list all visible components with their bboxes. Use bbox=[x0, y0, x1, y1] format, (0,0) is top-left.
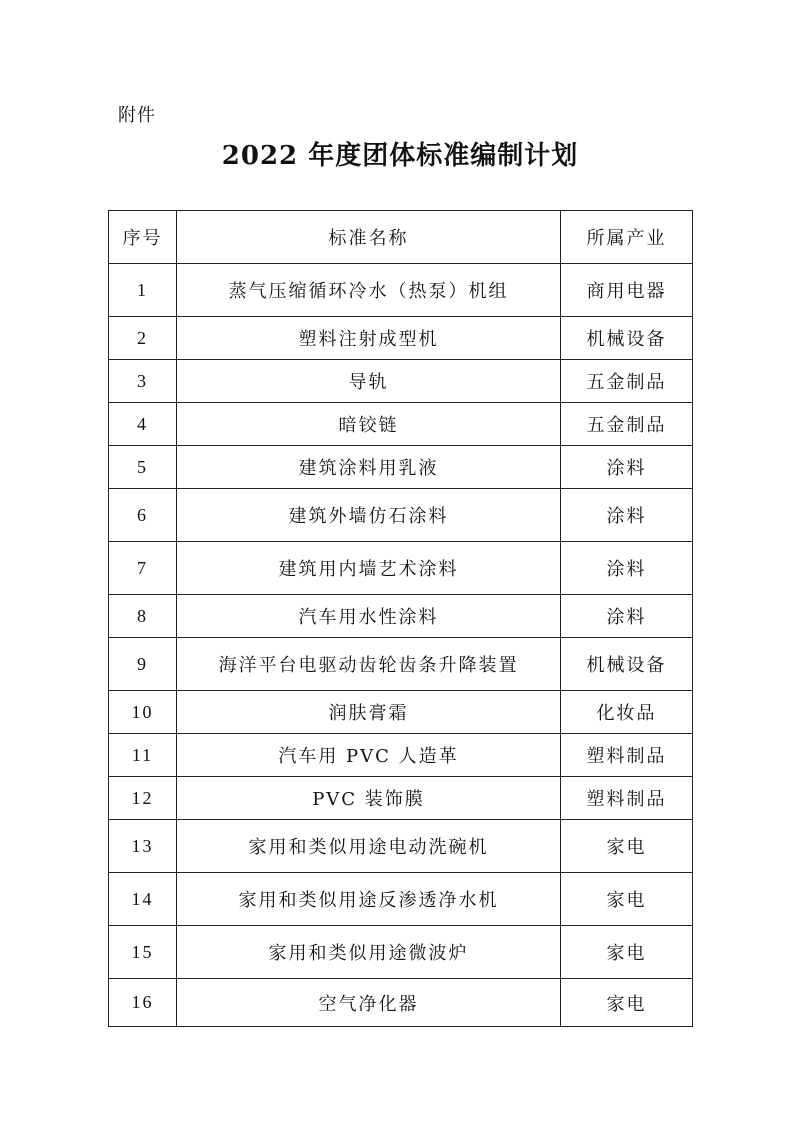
standard-name: 建筑用内墙艺术涂料 bbox=[177, 542, 561, 595]
column-header-number: 序号 bbox=[109, 211, 177, 264]
row-number: 5 bbox=[109, 446, 177, 489]
standard-name: 汽车用 PVC 人造革 bbox=[177, 734, 561, 777]
standard-name: 家用和类似用途微波炉 bbox=[177, 926, 561, 979]
table-row bbox=[109, 595, 693, 638]
row-number: 14 bbox=[109, 873, 177, 926]
standard-name: 导轨 bbox=[177, 360, 561, 403]
table-row bbox=[109, 360, 693, 403]
standard-name: 汽车用水性涂料 bbox=[177, 595, 561, 638]
table-row bbox=[109, 979, 693, 1027]
row-number: 2 bbox=[109, 317, 177, 360]
table-row bbox=[109, 317, 693, 360]
table-row bbox=[109, 691, 693, 734]
attachment-label: 附件 bbox=[118, 105, 156, 126]
industry: 商用电器 bbox=[561, 264, 693, 317]
standard-name: 塑料注射成型机 bbox=[177, 317, 561, 360]
standard-name: 家用和类似用途电动洗碗机 bbox=[177, 820, 561, 873]
table-row bbox=[109, 542, 693, 595]
document-title: 2022 年度团体标准编制计划 bbox=[221, 141, 579, 171]
row-number: 9 bbox=[109, 638, 177, 691]
industry: 涂料 bbox=[561, 595, 693, 638]
standard-name: 润肤膏霜 bbox=[177, 691, 561, 734]
industry: 家电 bbox=[561, 873, 693, 926]
industry: 家电 bbox=[561, 926, 693, 979]
industry: 家电 bbox=[561, 820, 693, 873]
industry: 涂料 bbox=[561, 446, 693, 489]
row-number: 3 bbox=[109, 360, 177, 403]
standard-name: 家用和类似用途反渗透净水机 bbox=[177, 873, 561, 926]
standard-name: PVC 装饰膜 bbox=[177, 777, 561, 820]
table-row bbox=[109, 264, 693, 317]
standard-name: 暗铰链 bbox=[177, 403, 561, 446]
row-number: 4 bbox=[109, 403, 177, 446]
table-row bbox=[109, 489, 693, 542]
industry: 家电 bbox=[561, 979, 693, 1027]
row-number: 10 bbox=[109, 691, 177, 734]
industry: 五金制品 bbox=[561, 403, 693, 446]
column-header-industry: 所属产业 bbox=[561, 211, 693, 264]
row-number: 7 bbox=[109, 542, 177, 595]
industry: 塑料制品 bbox=[561, 777, 693, 820]
table-row bbox=[109, 638, 693, 691]
table-row bbox=[109, 926, 693, 979]
row-number: 13 bbox=[109, 820, 177, 873]
standard-name: 建筑外墙仿石涂料 bbox=[177, 489, 561, 542]
table-row bbox=[109, 446, 693, 489]
industry: 机械设备 bbox=[561, 317, 693, 360]
row-number: 16 bbox=[109, 979, 177, 1027]
table-row bbox=[109, 820, 693, 873]
row-number: 15 bbox=[109, 926, 177, 979]
table-row bbox=[109, 777, 693, 820]
industry: 涂料 bbox=[561, 489, 693, 542]
row-number: 6 bbox=[109, 489, 177, 542]
industry: 机械设备 bbox=[561, 638, 693, 691]
table-row bbox=[109, 873, 693, 926]
industry: 涂料 bbox=[561, 542, 693, 595]
standard-name: 蒸气压缩循环冷水（热泵）机组 bbox=[177, 264, 561, 317]
industry: 塑料制品 bbox=[561, 734, 693, 777]
table-header-row bbox=[109, 211, 693, 264]
table-row bbox=[109, 734, 693, 777]
industry: 五金制品 bbox=[561, 360, 693, 403]
standard-name: 空气净化器 bbox=[177, 979, 561, 1027]
standards-plan-table bbox=[108, 210, 693, 1027]
row-number: 8 bbox=[109, 595, 177, 638]
row-number: 12 bbox=[109, 777, 177, 820]
row-number: 1 bbox=[109, 264, 177, 317]
standard-name: 建筑涂料用乳液 bbox=[177, 446, 561, 489]
industry: 化妆品 bbox=[561, 691, 693, 734]
table-row bbox=[109, 403, 693, 446]
standard-name: 海洋平台电驱动齿轮齿条升降装置 bbox=[177, 638, 561, 691]
row-number: 11 bbox=[109, 734, 177, 777]
column-header-standard-name: 标准名称 bbox=[177, 211, 561, 264]
